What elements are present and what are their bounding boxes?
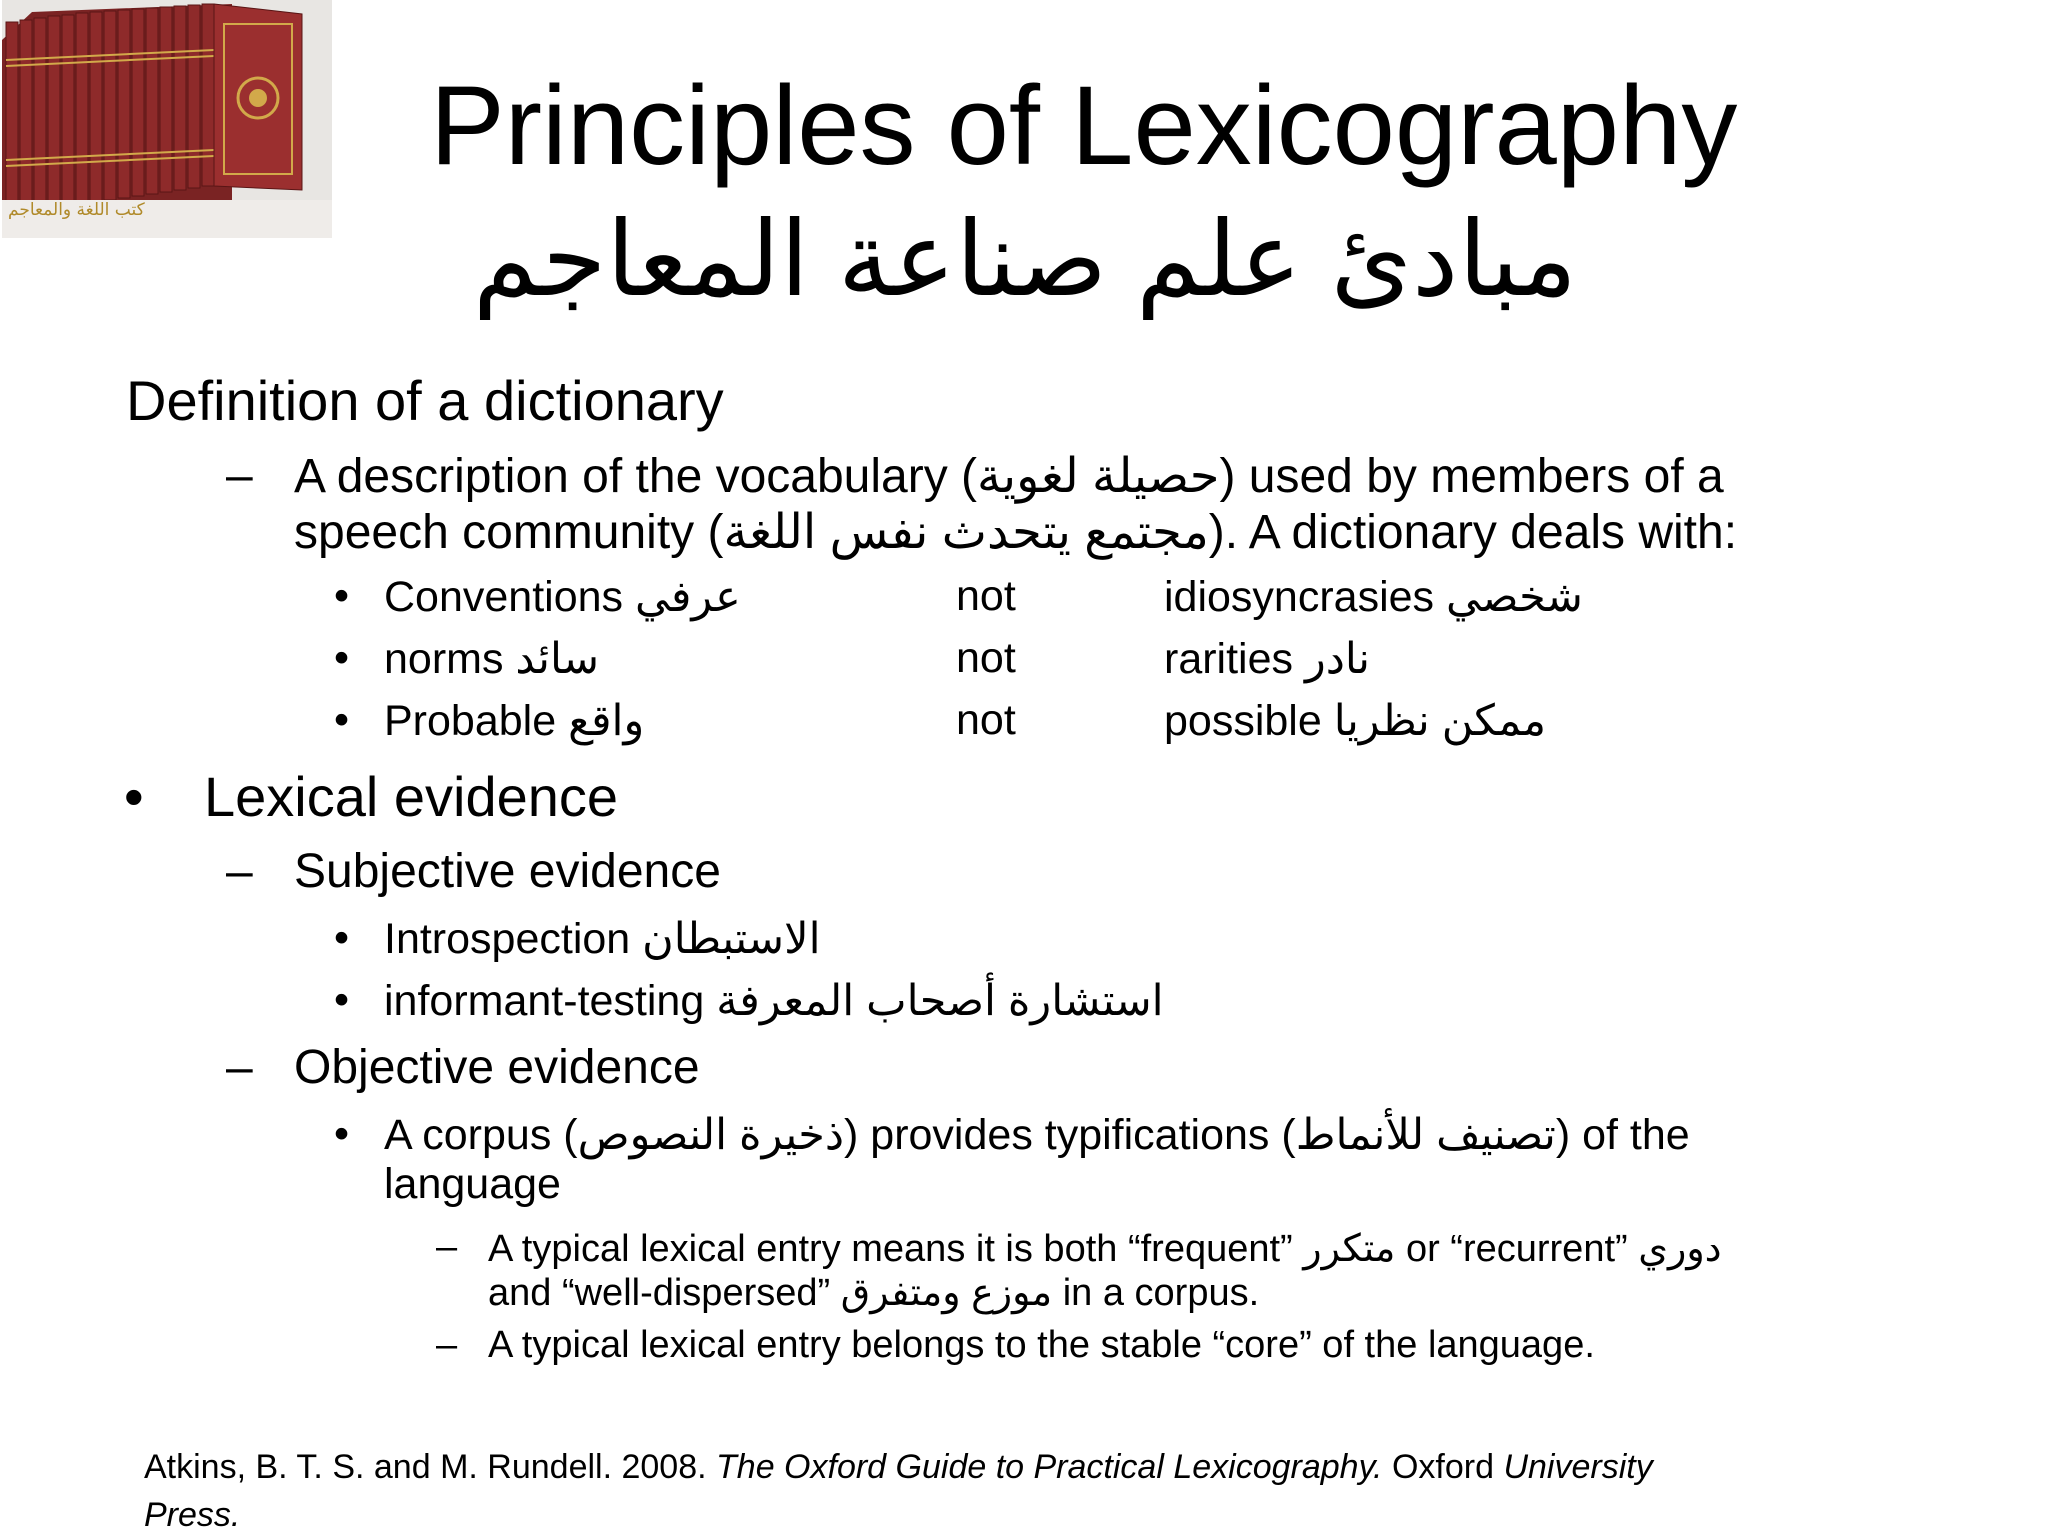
image-caption: كتب اللغة والمعاجم [8, 200, 145, 220]
row-left-arabic: سائد [515, 635, 600, 683]
row-right-arabic: شخصي [1446, 573, 1583, 621]
typical-entry-line-1: A typical lexical entry means it is both “frequent” متكرر or “recurrent” دوري [488, 1228, 1722, 1270]
corpus-arabic: ذخيرة النصوص [577, 1111, 845, 1159]
bullet-marker: • [334, 696, 350, 744]
corpus-line: A corpus (ذخيرة النصوص) provides typifications (تصنيف للأنماط) of the [384, 1111, 1690, 1159]
row-connector: not [956, 696, 1016, 744]
definition-arabic: مجتمع يتحدث نفس اللغة [723, 506, 1209, 559]
dash-marker: – [226, 449, 253, 502]
subjective-label: Subjective evidence [294, 845, 721, 898]
typical-entry-line-2: and “well-dispersed” موزع ومتفرق in a corpus. [488, 1272, 1260, 1314]
dash-marker: – [436, 1324, 458, 1366]
definition-arabic: حصيلة لغوية [977, 450, 1220, 503]
dash-marker: – [226, 845, 253, 898]
row-right-arabic: نادر [1304, 635, 1370, 683]
row-right: idiosyncrasies شخصي [1164, 573, 1583, 621]
row-right-arabic: ممكن نظريا [1333, 697, 1547, 745]
row-connector: not [956, 572, 1016, 620]
core-entry-line: A typical lexical entry belongs to the stable “core” of the language. [488, 1324, 1595, 1366]
typification-arabic: تصنيف للأنماط [1295, 1111, 1556, 1159]
reference-line-1: Atkins, B. T. S. and M. Rundell. 2008. The Oxford Guide to Practical Lexicography. Oxford University [144, 1448, 1653, 1486]
lexical-heading: Lexical evidence [204, 765, 619, 828]
bullet-marker: • [334, 634, 350, 682]
bullet-marker: • [334, 976, 350, 1024]
reference-title: The Oxford Guide to Practical Lexicography. [716, 1448, 1383, 1486]
definition-text: ). A dictionary deals with: [1208, 506, 1738, 559]
slide-title: Principles of Lexicography [430, 63, 1738, 188]
row-left: Probable واقع [384, 697, 645, 745]
definition-heading: Definition of a dictionary [126, 369, 724, 432]
definition-text: A description of the vocabulary ( [294, 450, 978, 503]
slide-title-arabic: مبادئ علم صناعة المعاجم [472, 202, 1578, 318]
recurrent-arabic: دوري [1638, 1228, 1722, 1270]
subjective-item-arabic: الاستبطان [642, 915, 821, 963]
dispersed-arabic: موزع ومتفرق [840, 1272, 1053, 1314]
subjective-item-arabic: استشارة أصحاب المعرفة [716, 977, 1164, 1025]
row-left-arabic: واقع [568, 697, 645, 745]
row-left: Conventions عرفي [384, 573, 741, 621]
row-left-arabic: عرفي [635, 573, 741, 621]
dash-marker: – [226, 1041, 253, 1094]
row-left: norms سائد [384, 635, 600, 683]
books-image [2, 0, 332, 238]
frequent-arabic: متكرر [1303, 1228, 1396, 1270]
definition-text: speech community ( [294, 506, 724, 559]
bullet-marker: • [334, 572, 350, 620]
dash-marker: – [436, 1226, 458, 1268]
row-connector: not [956, 634, 1016, 682]
definition-text: ) used by members of a [1219, 450, 1724, 503]
reference-line-2: Press. [144, 1496, 241, 1534]
bullet-marker: • [124, 765, 144, 828]
corpus-line-cont: language [384, 1160, 561, 1208]
subjective-item: Introspection الاستبطان [384, 915, 821, 963]
bullet-marker: • [334, 1110, 350, 1158]
definition-line-1 [294, 448, 1724, 504]
row-right: possible ممكن نظريا [1164, 697, 1547, 745]
bullet-marker: • [334, 914, 350, 962]
definition-line-2 [294, 504, 1737, 560]
subjective-item: informant-testing استشارة أصحاب المعرفة [384, 977, 1164, 1025]
row-right: rarities نادر [1164, 635, 1370, 683]
objective-label: Objective evidence [294, 1041, 700, 1094]
